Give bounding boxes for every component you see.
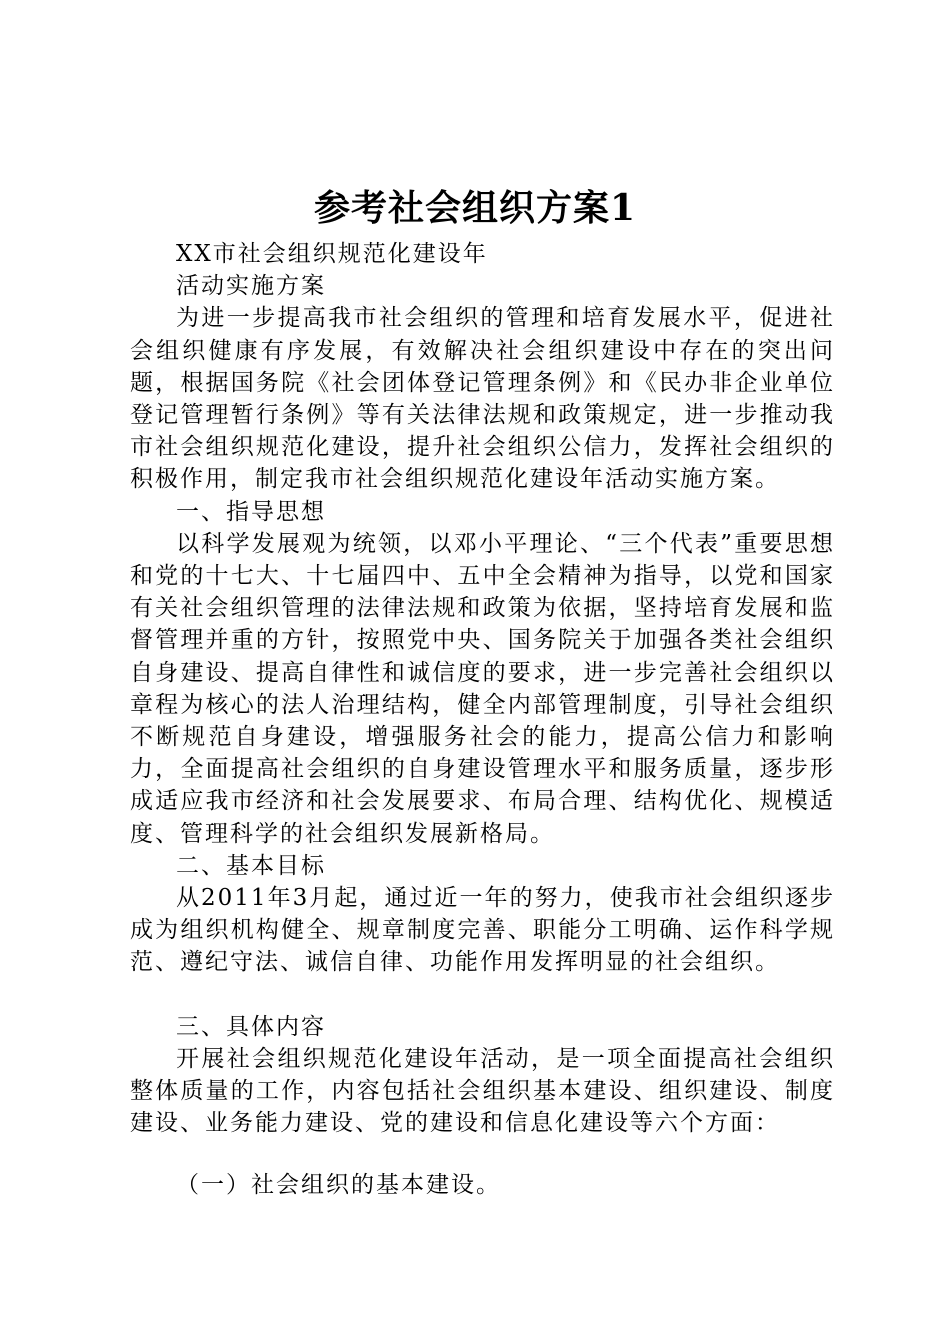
section-heading-specific-content: 三、具体内容 bbox=[176, 1013, 326, 1040]
subsection-heading-basic-construction: （一）社会组织的基本建设。 bbox=[176, 1172, 501, 1199]
document-title: 参考社会组织方案1 bbox=[313, 187, 637, 229]
intro-paragraph: 为进一步提高我市社会组织的管理和培育发展水平，促进社会组织健康有序发展，有效解决社会组织建设中存在的突出问题，根据国务院《社会团体登记管理条例》和《民办非企业单位登记管理暂行条例》等有关法律法规和政策规定，进一步推动我市社会组织规范化建设，提升社会组织公信力，发挥社会组织的积极作用，制定我市社会组织规范化建设年活动实施方案。 bbox=[130, 305, 835, 493]
subtitle-line-2: 活动实施方案 bbox=[176, 273, 326, 300]
section-heading-guiding-ideology: 一、指导思想 bbox=[176, 498, 326, 525]
guiding-ideology-paragraph: 以科学发展观为统领，以邓小平理论、“三个代表”重要思想和党的十七大、十七届四中、五中全会精神为指导，以党和国家有关社会组织管理的法律法规和政策为依据，坚持培育发展和监督管理并重的方针，按照党中央、国务院关于加强各类社会组织自身建设、提高自律性和诚信度的要求，进一步完善社会组织以章程为核心的法人治理结构，健全内部管理制度，引导社会组织不断规范自身建设，增强服务社会的能力，提高公信力和影响力，全面提高社会组织的自身建设管理水平和服务质量，逐步形成适应我市经济和社会发展要求、布局合理、结构优化、规模适度、管理科学的社会组织发展新格局。 bbox=[130, 530, 835, 847]
subtitle-line-1: XX市社会组织规范化建设年 bbox=[176, 241, 488, 267]
document-body bbox=[130, 238, 835, 1202]
specific-content-paragraph: 开展社会组织规范化建设年活动，是一项全面提高社会组织整体质量的工作，内容包括社会组织基本建设、组织建设、制度建设、业务能力建设、党的建设和信息化建设等六个方面： bbox=[130, 1045, 835, 1137]
section-heading-basic-goals: 二、基本目标 bbox=[176, 852, 326, 879]
basic-goals-paragraph: 从2011年3月起，通过近一年的努力，使我市社会组织逐步成为组织机构健全、规章制度完善、职能分工明确、运作科学规范、遵纪守法、诚信自律、功能作用发挥明显的社会组织。 bbox=[130, 885, 835, 976]
